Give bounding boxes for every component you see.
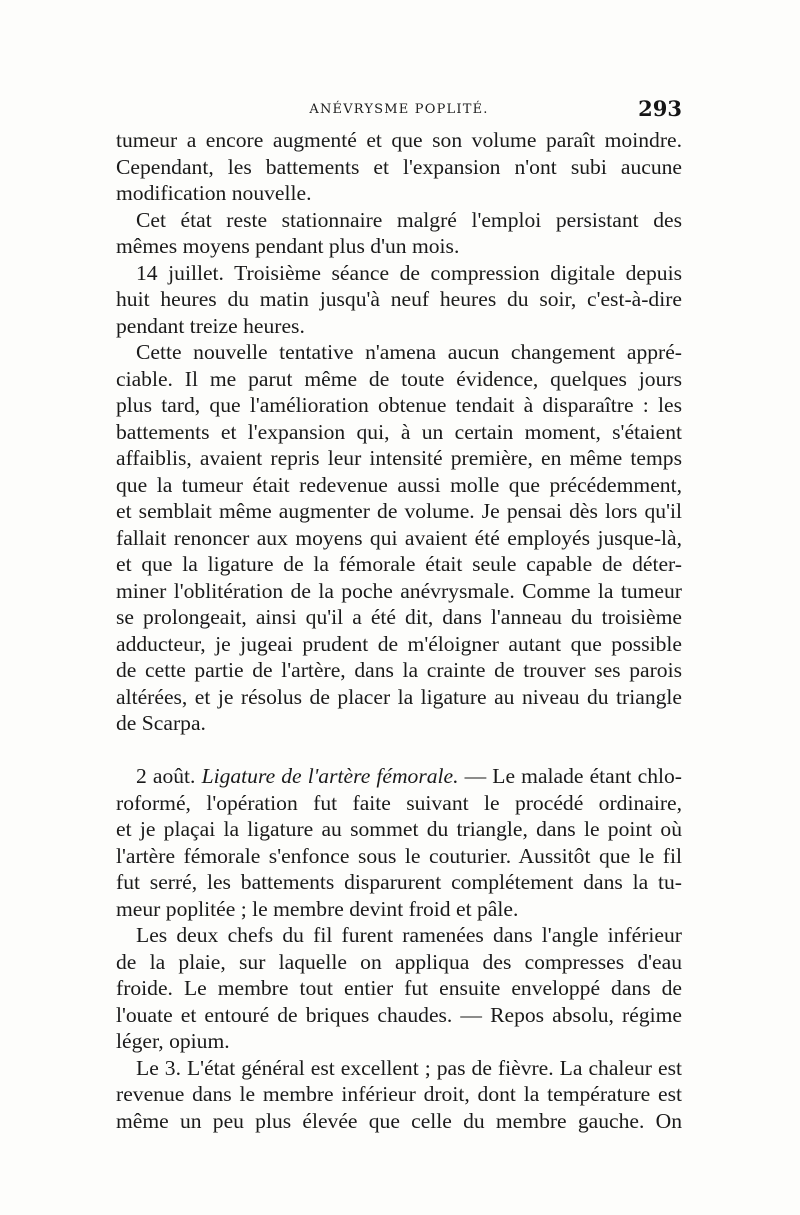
body-text xyxy=(116,127,682,1134)
text-line: de cette partie de l'artère, dans la crainte de trouver ses parois xyxy=(116,658,682,682)
text-block-before-ligature xyxy=(116,127,682,737)
running-head: ANÉVRYSME POPLITÉ. xyxy=(309,102,489,117)
date-label: 2 août. xyxy=(136,764,196,788)
text-line: tumeur a encore augmenté et que son volume paraît moindre. xyxy=(116,128,682,152)
page-header xyxy=(116,96,682,126)
text-line: modification nouvelle. xyxy=(116,181,312,205)
text-line: Cette nouvelle tentative n'amena aucun changement appré- xyxy=(136,340,682,364)
text-line: Le 3. L'état général est excellent ; pas de fièvre. La chaleur est xyxy=(136,1055,682,1080)
text-block-after-ligature xyxy=(116,790,682,1135)
text-line: Les deux chefs du fil furent ramenées dans l'angle inférieur xyxy=(136,923,682,947)
text-line: de Scarpa. xyxy=(116,711,206,735)
text-line: altérées, et je résolus de placer la ligature au niveau du triangle xyxy=(116,684,682,709)
text-line: affaiblis, avaient repris leur intensité première, en même temps xyxy=(116,446,682,470)
paragraph-gap xyxy=(116,737,682,764)
text-line: et que la ligature de la fémorale était seule capable de déter- xyxy=(116,552,682,576)
text-line: battements et l'expansion qui, à un certain moment, s'étaient xyxy=(116,419,682,444)
text-line: fut serré, les battements disparurent complétement dans la tu- xyxy=(116,870,682,894)
text-line: de la plaie, sur laquelle on appliqua des compresses d'eau xyxy=(116,949,682,974)
page-number: 293 xyxy=(638,96,682,121)
text-line: même un peu plus élevée que celle du membre gauche. On xyxy=(116,1108,682,1133)
text-line: roformé, l'opération fut faite suivant le procédé ordinaire, xyxy=(116,790,682,815)
text-line-ligature xyxy=(116,763,682,790)
text-line: et je plaçai la ligature au sommet du triangle, dans le point où xyxy=(116,817,682,841)
text-line: meur poplitée ; le membre devint froid et pâle. xyxy=(116,896,519,921)
text-line: miner l'oblitération de la poche anévrysmale. Comme la tumeur xyxy=(116,578,682,603)
text-line: Cependant, les battements et l'expansion n'ont subi aucune xyxy=(116,154,682,179)
text-line: ciable. Il me parut même de toute évidence, quelques jours xyxy=(116,366,682,391)
text-line: l'ouate et entouré de briques chaudes. — Repos absolu, régime xyxy=(116,1002,682,1027)
text-line: 14 juillet. Troisième séance de compression digitale depuis xyxy=(136,260,682,285)
text-line: froide. Le membre tout entier fut ensuite enveloppé dans de xyxy=(116,976,682,1000)
text-line: et semblait même augmenter de volume. Je pensai dès lors qu'il xyxy=(116,499,682,523)
text-line: fallait renoncer aux moyens qui avaient été employés jusque-là, xyxy=(116,525,682,550)
text-line: adducteur, je jugeai prudent de m'éloigner autant que possible xyxy=(116,631,682,656)
text-line: huit heures du matin jusqu'à neuf heures du soir, c'est-à-dire xyxy=(116,287,682,311)
text-line: pendant treize heures. xyxy=(116,313,305,338)
text-line: mêmes moyens pendant plus d'un mois. xyxy=(116,234,460,258)
text-line: léger, opium. xyxy=(116,1029,230,1053)
line-continuation: — Le malade étant chlo- xyxy=(458,764,682,788)
text-line: Cet état reste stationnaire malgré l'emploi persistant des xyxy=(136,207,682,232)
text-line: l'artère fémorale s'enfonce sous le couturier. Aussitôt que le fil xyxy=(116,843,682,868)
text-line: plus tard, que l'amélioration obtenue tendait à disparaître : les xyxy=(116,393,682,417)
text-line: revenue dans le membre inférieur droit, dont la température est xyxy=(116,1082,682,1106)
text-line: que la tumeur était redevenue aussi molle que précédemment, xyxy=(116,472,682,497)
section-title: Ligature de l'artère fémorale. xyxy=(201,764,459,788)
text-line: se prolongeait, ainsi qu'il a été dit, dans l'anneau du troisième xyxy=(116,605,682,629)
